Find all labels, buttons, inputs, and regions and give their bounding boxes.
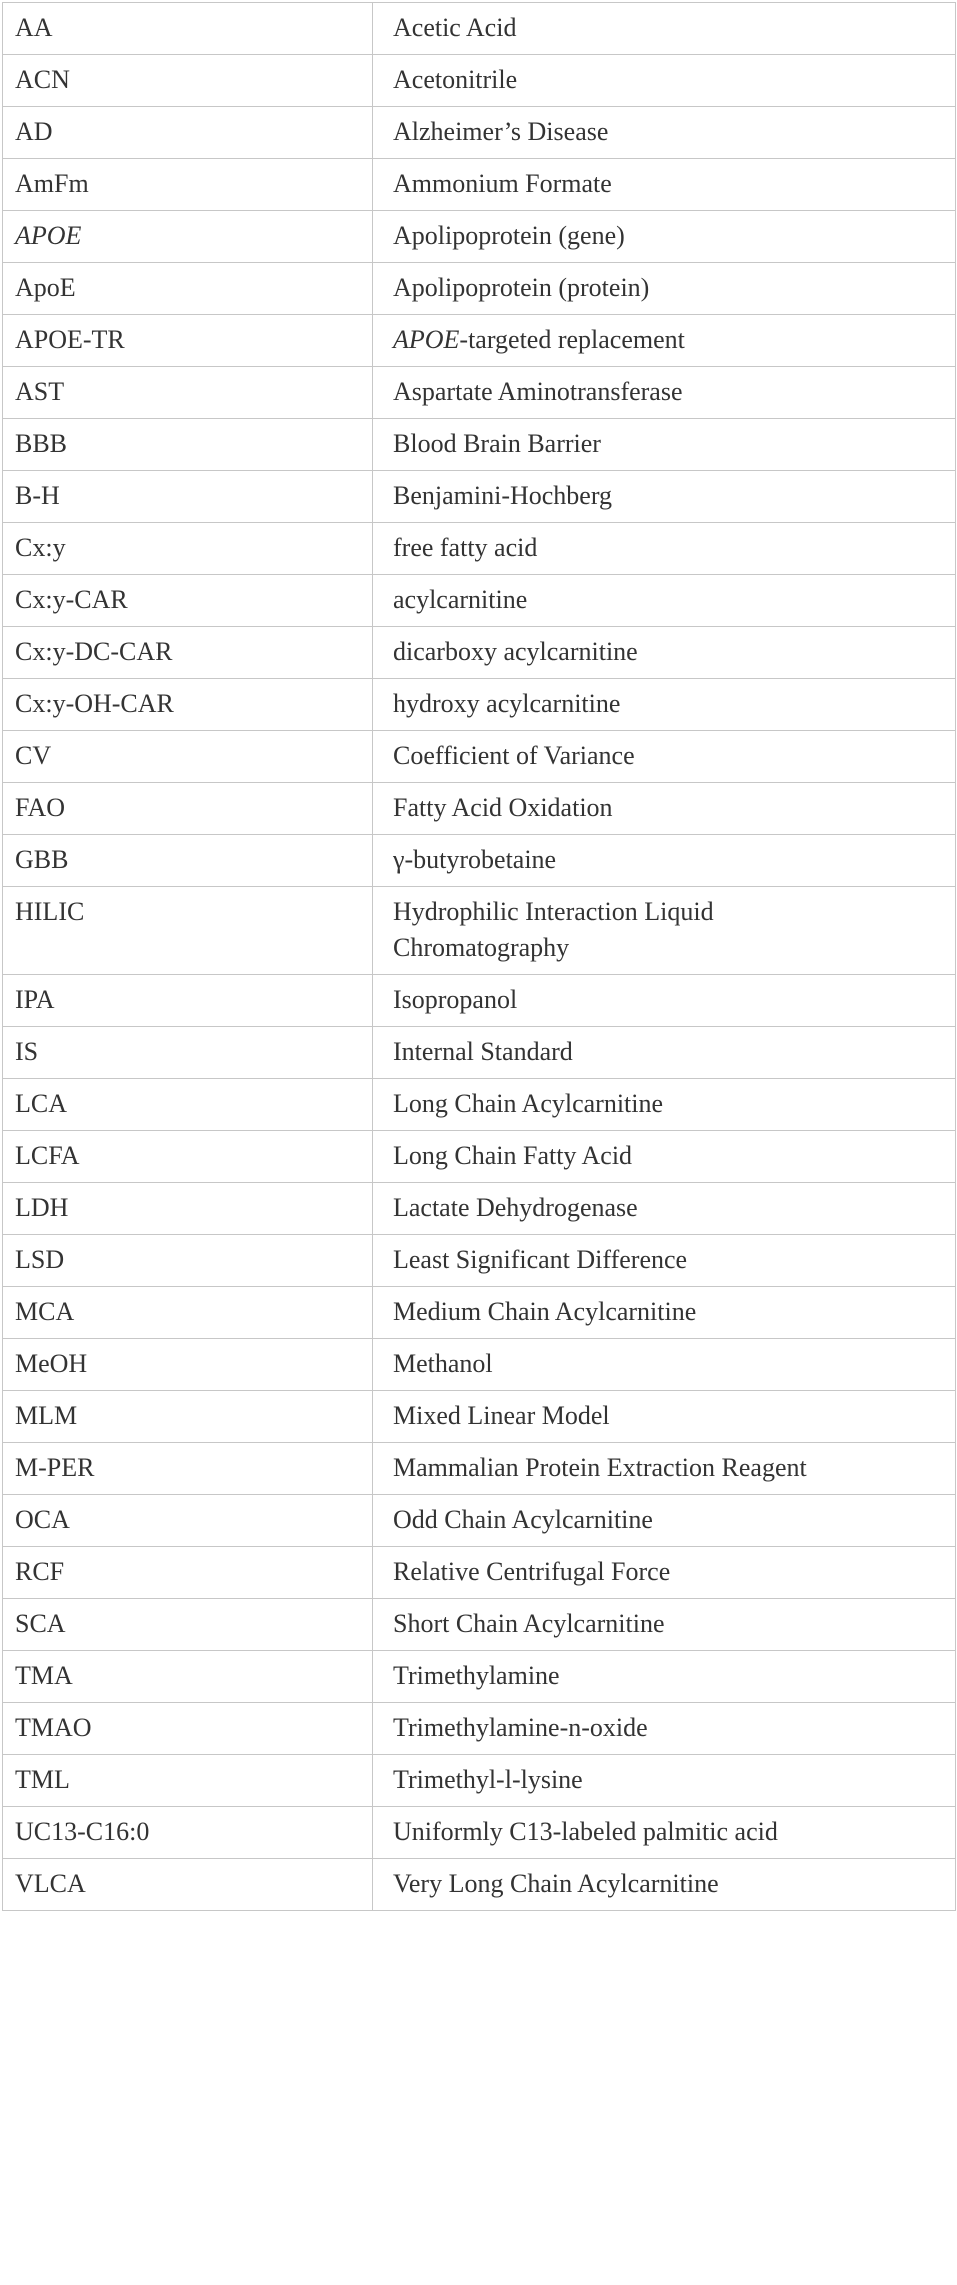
table-row bbox=[3, 1339, 956, 1391]
table-row bbox=[3, 1287, 956, 1339]
table-row bbox=[3, 1599, 956, 1651]
table-row bbox=[3, 1755, 956, 1807]
abbreviation-cell: MCA bbox=[3, 1287, 373, 1339]
definition-cell: Blood Brain Barrier bbox=[373, 419, 956, 471]
table-row bbox=[3, 1651, 956, 1703]
table-row bbox=[3, 731, 956, 783]
definition-cell: Alzheimer’s Disease bbox=[373, 107, 956, 159]
table-row bbox=[3, 1183, 956, 1235]
abbreviation-cell: TML bbox=[3, 1755, 373, 1807]
abbreviation-cell: FAO bbox=[3, 783, 373, 835]
definition-cell: Apolipoprotein (protein) bbox=[373, 263, 956, 315]
definition-cell: Ammonium Formate bbox=[373, 159, 956, 211]
definition-italic-part: APOE bbox=[393, 325, 460, 354]
table-row bbox=[3, 1443, 956, 1495]
table-row bbox=[3, 55, 956, 107]
abbreviations-table bbox=[2, 2, 956, 1911]
definition-cell: Short Chain Acylcarnitine bbox=[373, 1599, 956, 1651]
table-row bbox=[3, 1703, 956, 1755]
definition-cell: Uniformly C13-labeled palmitic acid bbox=[373, 1807, 956, 1859]
definition-cell: Trimethylamine-n-oxide bbox=[373, 1703, 956, 1755]
table-row bbox=[3, 1547, 956, 1599]
table-row bbox=[3, 887, 956, 975]
definition-cell: Relative Centrifugal Force bbox=[373, 1547, 956, 1599]
table-row bbox=[3, 1391, 956, 1443]
table-row bbox=[3, 523, 956, 575]
table-row bbox=[3, 1235, 956, 1287]
abbreviation-cell: SCA bbox=[3, 1599, 373, 1651]
abbreviation-cell: CV bbox=[3, 731, 373, 783]
definition-cell: Fatty Acid Oxidation bbox=[373, 783, 956, 835]
abbreviation-cell: AA bbox=[3, 3, 373, 55]
abbreviation-cell: Cx:y-DC-CAR bbox=[3, 627, 373, 679]
definition-cell: Aspartate Aminotransferase bbox=[373, 367, 956, 419]
definition-cell: Acetic Acid bbox=[373, 3, 956, 55]
table-row bbox=[3, 107, 956, 159]
definition-cell: Methanol bbox=[373, 1339, 956, 1391]
table-row bbox=[3, 315, 956, 367]
abbreviation-cell: B-H bbox=[3, 471, 373, 523]
definition-cell: Mixed Linear Model bbox=[373, 1391, 956, 1443]
table-row bbox=[3, 1807, 956, 1859]
definition-cell: dicarboxy acylcarnitine bbox=[373, 627, 956, 679]
definition-cell: Lactate Dehydrogenase bbox=[373, 1183, 956, 1235]
table-row bbox=[3, 679, 956, 731]
table-row bbox=[3, 1079, 956, 1131]
definition-cell: acylcarnitine bbox=[373, 575, 956, 627]
abbreviation-cell: IS bbox=[3, 1027, 373, 1079]
abbreviation-cell: GBB bbox=[3, 835, 373, 887]
abbreviation-cell: OCA bbox=[3, 1495, 373, 1547]
abbreviation-cell: MLM bbox=[3, 1391, 373, 1443]
abbreviation-cell: AmFm bbox=[3, 159, 373, 211]
table-row bbox=[3, 3, 956, 55]
definition-cell: free fatty acid bbox=[373, 523, 956, 575]
table-row bbox=[3, 975, 956, 1027]
abbreviation-cell: LSD bbox=[3, 1235, 373, 1287]
definition-cell: Benjamini-Hochberg bbox=[373, 471, 956, 523]
abbreviation-cell: HILIC bbox=[3, 887, 373, 975]
abbreviation-cell: VLCA bbox=[3, 1859, 373, 1911]
abbreviation-cell: UC13-C16:0 bbox=[3, 1807, 373, 1859]
table-row bbox=[3, 835, 956, 887]
abbreviation-cell: TMAO bbox=[3, 1703, 373, 1755]
definition-cell: Isopropanol bbox=[373, 975, 956, 1027]
definition-cell: Long Chain Fatty Acid bbox=[373, 1131, 956, 1183]
definition-cell: Odd Chain Acylcarnitine bbox=[373, 1495, 956, 1547]
table-row bbox=[3, 471, 956, 523]
definition-cell: Trimethyl-l-lysine bbox=[373, 1755, 956, 1807]
abbreviation-cell: LDH bbox=[3, 1183, 373, 1235]
table-row bbox=[3, 1027, 956, 1079]
table-row bbox=[3, 367, 956, 419]
definition-cell: γ-butyrobetaine bbox=[373, 835, 956, 887]
abbreviation-cell: M-PER bbox=[3, 1443, 373, 1495]
table-row bbox=[3, 575, 956, 627]
table-row bbox=[3, 419, 956, 471]
definition-cell: Coefficient of Variance bbox=[373, 731, 956, 783]
abbreviation-cell: AD bbox=[3, 107, 373, 159]
definition-cell: Least Significant Difference bbox=[373, 1235, 956, 1287]
definition-cell: Trimethylamine bbox=[373, 1651, 956, 1703]
definition-cell: hydroxy acylcarnitine bbox=[373, 679, 956, 731]
table-row bbox=[3, 783, 956, 835]
table-row bbox=[3, 1495, 956, 1547]
definition-line-1: Hydrophilic Interaction Liquid bbox=[393, 897, 714, 926]
abbreviation-cell: TMA bbox=[3, 1651, 373, 1703]
abbreviation-cell: ACN bbox=[3, 55, 373, 107]
abbreviation-cell: AST bbox=[3, 367, 373, 419]
abbreviation-cell: Cx:y bbox=[3, 523, 373, 575]
abbreviation-cell: RCF bbox=[3, 1547, 373, 1599]
table-row bbox=[3, 159, 956, 211]
abbreviation-cell: IPA bbox=[3, 975, 373, 1027]
definition-cell: Apolipoprotein (gene) bbox=[373, 211, 956, 263]
abbreviation-cell: LCA bbox=[3, 1079, 373, 1131]
definition-cell: Long Chain Acylcarnitine bbox=[373, 1079, 956, 1131]
definition-cell: Medium Chain Acylcarnitine bbox=[373, 1287, 956, 1339]
table-row bbox=[3, 1131, 956, 1183]
definition-rest-part: -targeted replacement bbox=[459, 325, 685, 354]
abbreviation-cell: Cx:y-CAR bbox=[3, 575, 373, 627]
definition-cell: Internal Standard bbox=[373, 1027, 956, 1079]
abbreviation-cell: MeOH bbox=[3, 1339, 373, 1391]
abbreviation-cell: ApoE bbox=[3, 263, 373, 315]
table-row bbox=[3, 1859, 956, 1911]
definition-line-2: Chromatography bbox=[393, 933, 570, 962]
definition-cell: Very Long Chain Acylcarnitine bbox=[373, 1859, 956, 1911]
definition-cell bbox=[373, 887, 956, 975]
definition-cell bbox=[373, 315, 956, 367]
abbreviation-cell: APOE-TR bbox=[3, 315, 373, 367]
abbreviation-cell: APOE bbox=[3, 211, 373, 263]
table-row bbox=[3, 627, 956, 679]
definition-cell: Acetonitrile bbox=[373, 55, 956, 107]
abbreviation-cell: LCFA bbox=[3, 1131, 373, 1183]
table-row bbox=[3, 263, 956, 315]
definition-cell: Mammalian Protein Extraction Reagent bbox=[373, 1443, 956, 1495]
table-row bbox=[3, 211, 956, 263]
abbreviation-cell: BBB bbox=[3, 419, 373, 471]
abbreviation-cell: Cx:y-OH-CAR bbox=[3, 679, 373, 731]
